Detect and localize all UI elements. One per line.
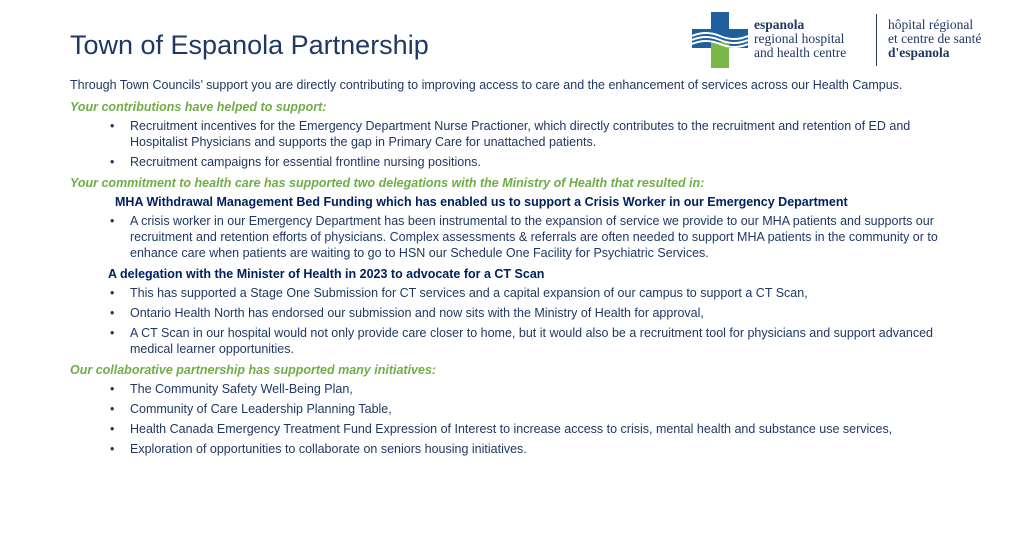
logo-divider (876, 14, 877, 66)
sub1-title: MHA Withdrawal Management Bed Funding which has enabled us to support a Crisis Worker in our Emergency Department (115, 195, 848, 209)
page-title: Town of Espanola Partnership (70, 30, 429, 60)
list-item: • This has supported a Stage One Submission for CT services and a capital expansion of our campus to support a CT Scan, (70, 285, 970, 301)
section2-heading: Your commitment to health care has supported two delegations with the Ministry of Health that resulted in: (70, 176, 705, 190)
section3-list (70, 381, 970, 457)
logo-fr-line3: d'espanola (888, 45, 950, 60)
cross-logo-icon (692, 12, 748, 68)
list-item: • A crisis worker in our Emergency Department has been instrumental to the expansion of service we provide to our MHA patients and supports our recruitment and retention efforts of physicians. Complex assessments & referrals are often needed to support MHA patients in the community or to enhance care when patients are waiting to go to HSN our Schedule One Facility for Psychiatric Services. (70, 213, 970, 261)
slide-content (70, 77, 970, 462)
list-item: • Recruitment campaigns for essential frontline nursing positions. (70, 154, 970, 170)
logo-en-line2: regional hospital (754, 31, 845, 46)
logo-fr-line1: hôpital régional (888, 17, 974, 32)
section1-heading: Your contributions have helped to support: (70, 100, 327, 114)
list-item: • Health Canada Emergency Treatment Fund Expression of Interest to increase access to crisis, mental health and substance use services, (70, 421, 970, 437)
list-item: • A CT Scan in our hospital would not only provide care closer to home, but it would also be a recruitment tool for physicians and support advanced medical learner opportunities. (70, 325, 970, 357)
list-item: • Exploration of opportunities to collaborate on seniors housing initiatives. (70, 441, 970, 457)
sub2-list (70, 285, 970, 357)
logo-english-text (754, 18, 846, 60)
section3-heading: Our collaborative partnership has supported many initiatives: (70, 363, 437, 377)
hospital-logo (692, 12, 1012, 70)
intro-paragraph: Through Town Councils’ support you are directly contributing to improving access to care and the enhancement of services across our Health Campus. (70, 78, 903, 92)
list-item: • Community of Care Leadership Planning Table, (70, 401, 970, 417)
logo-en-line1: espanola (754, 17, 805, 32)
logo-en-line3: and health centre (754, 45, 847, 60)
logo-fr-line2: et centre de santé (888, 31, 982, 46)
sub1-list (70, 213, 970, 261)
list-item: • Recruitment incentives for the Emergency Department Nurse Practioner, which directly contributes to the recruitment and retention of ED and Hospitalist Physicians and supports the gap in Primary Care for unattached patients. (70, 118, 970, 150)
list-item: • The Community Safety Well-Being Plan, (70, 381, 970, 397)
section1-list (70, 118, 970, 170)
sub2-title: A delegation with the Minister of Health in 2023 to advocate for a CT Scan (108, 267, 545, 281)
list-item: • Ontario Health North has endorsed our submission and now sits with the Ministry of Health for approval, (70, 305, 970, 321)
logo-french-text (888, 18, 981, 60)
